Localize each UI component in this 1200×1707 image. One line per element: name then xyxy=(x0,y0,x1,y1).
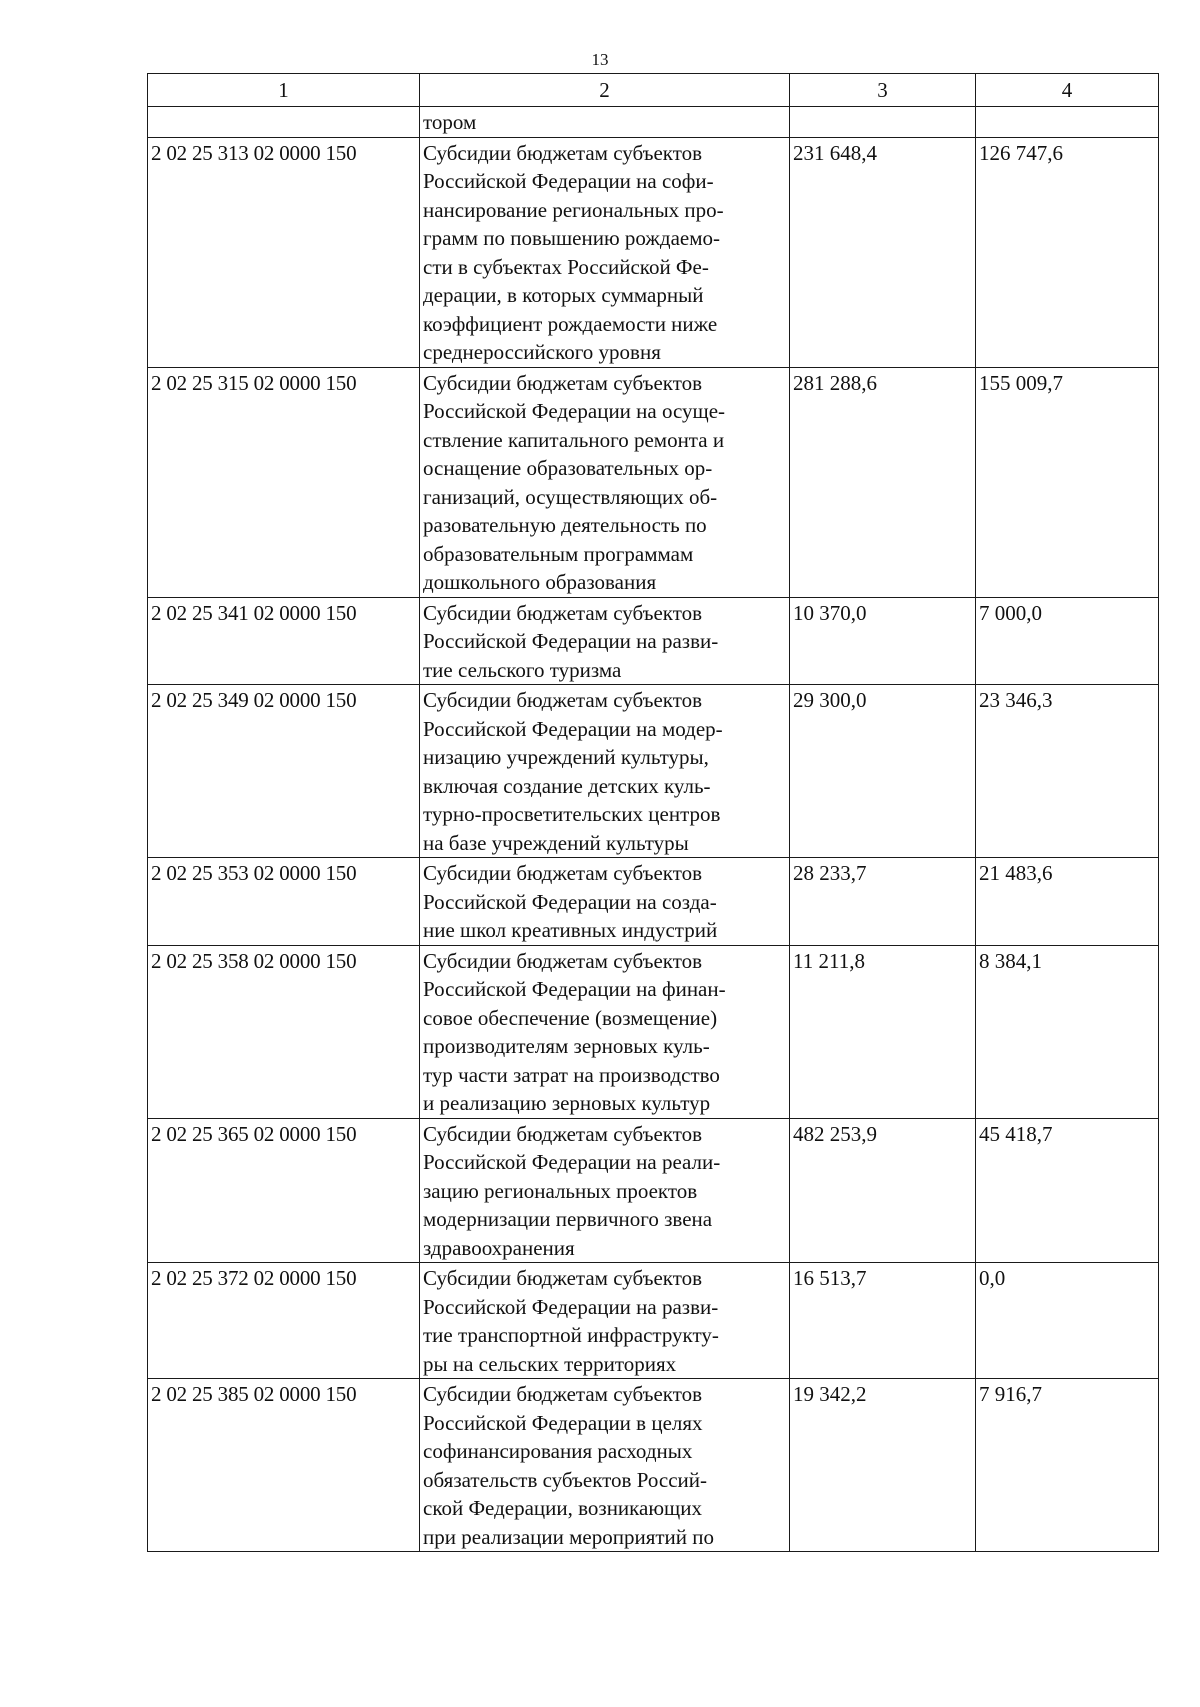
description-line: грамм по повышению рождаемо- xyxy=(423,226,721,250)
income-code: 2 02 25 313 02 0000 150 xyxy=(148,137,420,367)
table-row xyxy=(148,858,1159,946)
description-line: Субсидии бюджетам субъектов xyxy=(423,1121,703,1146)
description-line: коэффициент рождаемости ниже xyxy=(423,311,718,336)
description-line: ствление капитального ремонта и xyxy=(423,427,725,452)
table-row xyxy=(148,137,1159,367)
continuation-row xyxy=(148,107,1159,138)
description-line: дерации, в которых суммарный xyxy=(423,283,704,307)
description-line: модернизации первичного звена xyxy=(423,1207,713,1231)
description-line: нансирование региональных про- xyxy=(423,197,724,222)
amount-column-3: 10 370,0 xyxy=(790,597,976,685)
income-code: 2 02 25 341 02 0000 150 xyxy=(148,597,420,685)
description-line: зацию региональных проектов xyxy=(423,1178,698,1203)
description-line: Российской Федерации в целях xyxy=(423,1410,703,1435)
description-line: обязательств субъектов Россий- xyxy=(423,1467,708,1492)
description-line: на базе учреждений культуры xyxy=(423,830,689,855)
description-line: Субсидии бюджетам субъектов xyxy=(423,1382,703,1406)
description-line: дошкольного образования xyxy=(423,570,657,594)
income-description xyxy=(420,685,790,858)
amount-column-3: 16 513,7 xyxy=(790,1263,976,1379)
description-line: Российской Федерации на реали- xyxy=(423,1150,721,1174)
amount-column-4: 0,0 xyxy=(976,1263,1159,1379)
table-row xyxy=(148,1118,1159,1263)
income-code: 2 02 25 365 02 0000 150 xyxy=(148,1118,420,1263)
description-line: Субсидии бюджетам субъектов xyxy=(423,140,703,165)
description-line: сти в субъектах Российской Фе- xyxy=(423,254,709,279)
description-line: Российской Федерации на осуще- xyxy=(423,399,726,423)
description-line: разовательную деятельность по xyxy=(423,513,707,537)
table-row xyxy=(148,685,1159,858)
description-line: образовательным программам xyxy=(423,541,694,566)
description-line: тие сельского туризма xyxy=(423,657,622,682)
description-line: Российской Федерации на созда- xyxy=(423,889,717,914)
description-line: производителям зерновых куль- xyxy=(423,1034,710,1058)
income-code: 2 02 25 372 02 0000 150 xyxy=(148,1263,420,1379)
income-description xyxy=(420,1263,790,1379)
column-header: 1 xyxy=(148,74,420,107)
income-code: 2 02 25 358 02 0000 150 xyxy=(148,945,420,1118)
amount-column-3: 28 233,7 xyxy=(790,858,976,946)
table-row xyxy=(148,945,1159,1118)
description-line: при реализации мероприятий по xyxy=(423,1524,714,1549)
income-code: 2 02 25 353 02 0000 150 xyxy=(148,858,420,946)
description-line: оснащение образовательных ор- xyxy=(423,456,713,480)
table-row xyxy=(148,367,1159,597)
amount-column-4: 7 000,0 xyxy=(976,597,1159,685)
income-description xyxy=(420,1379,790,1552)
table-row xyxy=(148,1263,1159,1379)
description-line: совое обеспечение (возмещение) xyxy=(423,1005,718,1030)
amount-column-3: 19 342,2 xyxy=(790,1379,976,1552)
header-row xyxy=(148,74,1159,107)
continuation-code-cell xyxy=(148,107,420,138)
description-line: Российской Федерации на разви- xyxy=(423,629,719,653)
income-description xyxy=(420,858,790,946)
amount-column-3: 281 288,6 xyxy=(790,367,976,597)
amount-column-3: 29 300,0 xyxy=(790,685,976,858)
column-header: 2 xyxy=(420,74,790,107)
amount-column-4: 45 418,7 xyxy=(976,1118,1159,1263)
amount-column-4: 126 747,6 xyxy=(976,137,1159,367)
amount-column-4: 155 009,7 xyxy=(976,367,1159,597)
continuation-text: тором xyxy=(420,107,790,138)
description-line: Субсидии бюджетам субъектов xyxy=(423,1266,703,1290)
income-code: 2 02 25 349 02 0000 150 xyxy=(148,685,420,858)
income-code: 2 02 25 315 02 0000 150 xyxy=(148,367,420,597)
description-line: Субсидии бюджетам субъектов xyxy=(423,948,703,973)
description-line: тие транспортной инфраструкту- xyxy=(423,1323,719,1347)
amount-column-3: 11 211,8 xyxy=(790,945,976,1118)
description-line: ганизаций, осуществляющих об- xyxy=(423,484,718,509)
table-row xyxy=(148,597,1159,685)
amount-column-4: 7 916,7 xyxy=(976,1379,1159,1552)
amount-column-3: 482 253,9 xyxy=(790,1118,976,1263)
description-line: ние школ креативных индустрий xyxy=(423,918,718,942)
income-description xyxy=(420,137,790,367)
description-line: Российской Федерации на модер- xyxy=(423,716,723,741)
continuation-value-cell xyxy=(790,107,976,138)
description-line: Российской Федерации на финан- xyxy=(423,977,726,1001)
description-line: и реализацию зерновых культур xyxy=(423,1091,711,1115)
continuation-value-cell xyxy=(976,107,1159,138)
description-line: Субсидии бюджетам субъектов xyxy=(423,370,703,395)
description-line: включая создание детских куль- xyxy=(423,773,711,798)
description-line: среднероссийского уровня xyxy=(423,340,661,364)
income-description xyxy=(420,1118,790,1263)
column-header: 4 xyxy=(976,74,1159,107)
description-line: софинансирования расходных xyxy=(423,1439,693,1463)
description-line: Субсидии бюджетам субъектов xyxy=(423,688,703,712)
description-line: Российской Федерации на софи- xyxy=(423,169,714,193)
description-line: Российской Федерации на разви- xyxy=(423,1294,719,1319)
income-code: 2 02 25 385 02 0000 150 xyxy=(148,1379,420,1552)
amount-column-4: 23 346,3 xyxy=(976,685,1159,858)
budget-table xyxy=(147,73,1159,1552)
income-description xyxy=(420,597,790,685)
column-header: 3 xyxy=(790,74,976,107)
page-number: 13 xyxy=(591,50,609,69)
amount-column-4: 8 384,1 xyxy=(976,945,1159,1118)
description-line: ской Федерации, возникающих xyxy=(423,1496,702,1520)
description-line: здравоохранения xyxy=(423,1235,575,1260)
description-line: Субсидии бюджетам субъектов xyxy=(423,600,703,625)
income-description xyxy=(420,945,790,1118)
table-row xyxy=(148,1379,1159,1552)
description-line: тур части затрат на производство xyxy=(423,1062,720,1087)
description-line: низацию учреждений культуры, xyxy=(423,745,709,769)
description-line: Субсидии бюджетам субъектов xyxy=(423,861,703,885)
amount-column-4: 21 483,6 xyxy=(976,858,1159,946)
description-line: ры на сельских территориях xyxy=(423,1351,677,1376)
income-description xyxy=(420,367,790,597)
amount-column-3: 231 648,4 xyxy=(790,137,976,367)
description-line: турно-просветительских центров xyxy=(423,802,721,826)
